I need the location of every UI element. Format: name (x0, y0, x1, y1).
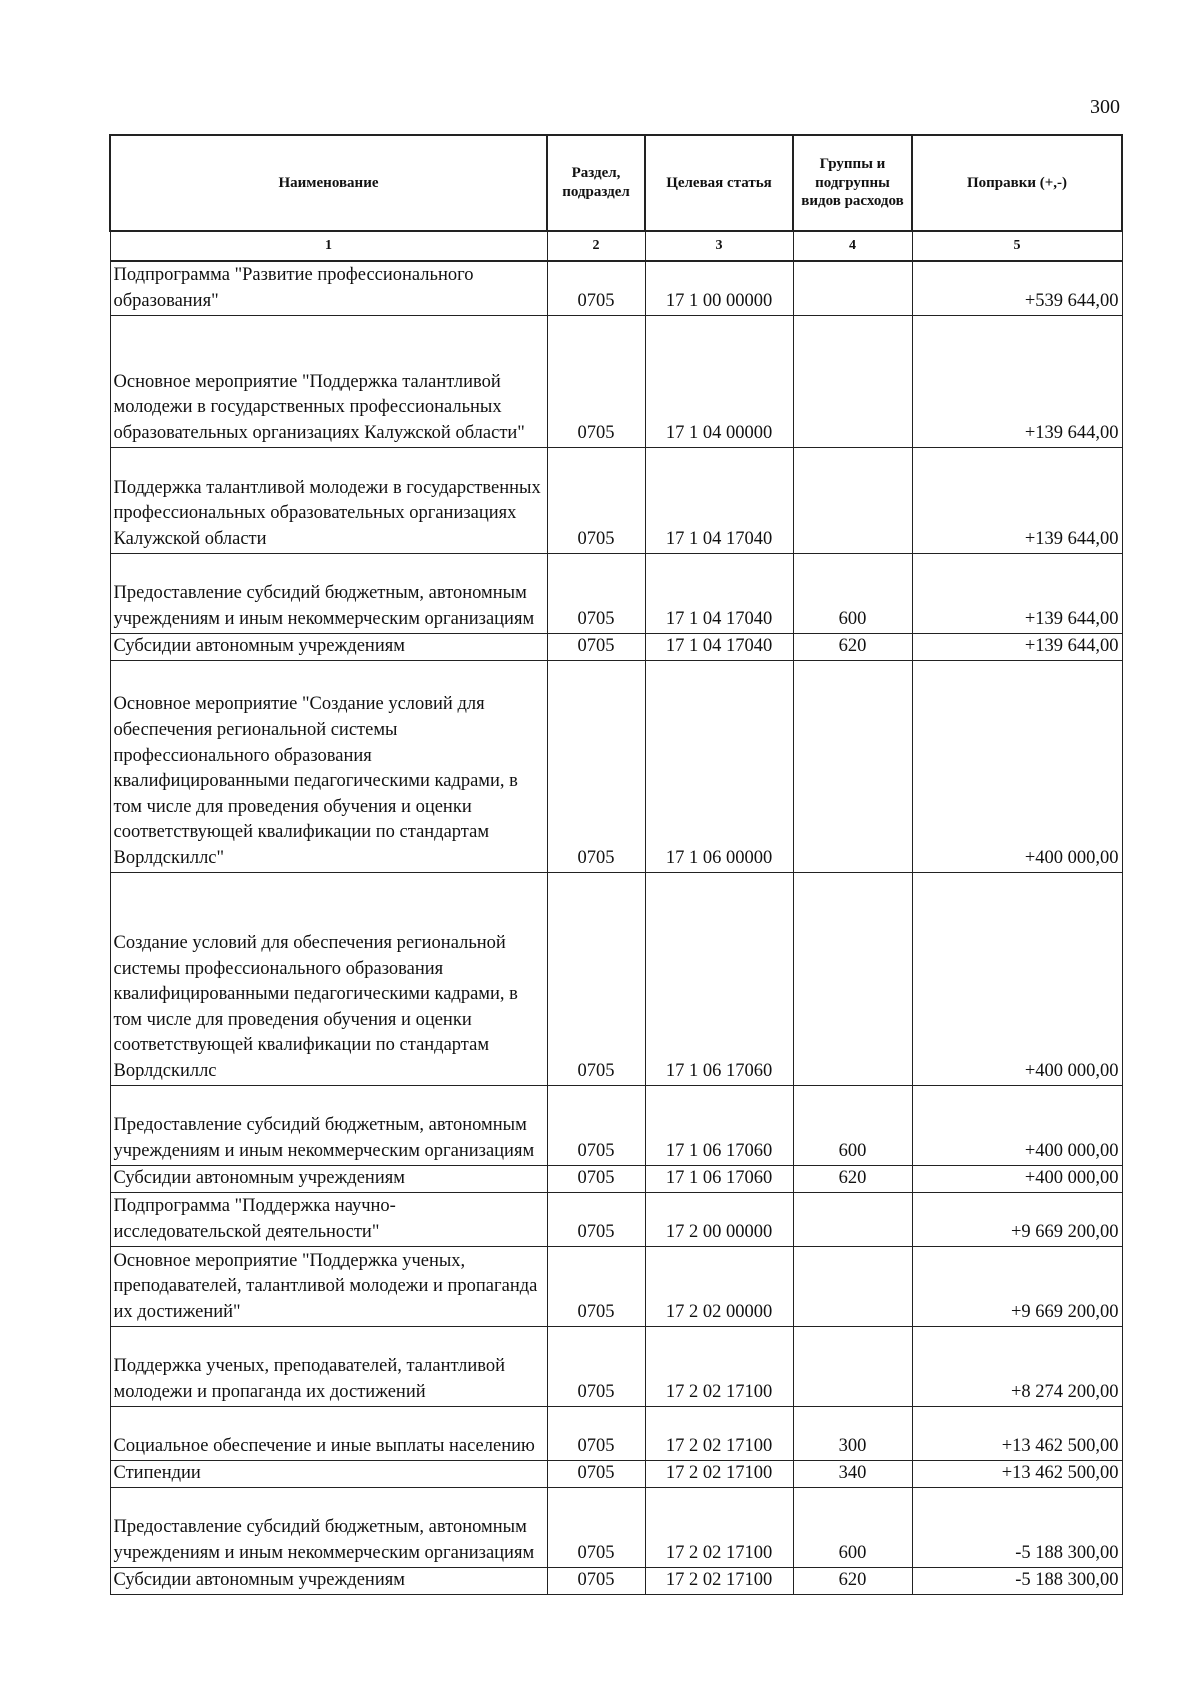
row-section: 0705 (547, 1326, 645, 1406)
row-name: Социальное обеспечение и иные выплаты населению (110, 1406, 547, 1460)
row-name: Создание условий для обеспечения региональной системы профессионального образования квалифицированными педагогическими кадрами, в том числе для проведения обучения и оценки соответствующей квалификации по стандартам Ворлдскиллс (110, 872, 547, 1085)
page-number: 300 (1090, 96, 1120, 118)
row-name: Подпрограмма "Поддержка научно-исследовательской деятельности" (110, 1192, 547, 1246)
column-number: 5 (912, 231, 1122, 261)
table-row (110, 1192, 1122, 1246)
row-amount: +400 000,00 (912, 660, 1122, 872)
row-target: 17 2 02 00000 (645, 1246, 793, 1326)
column-number: 2 (547, 231, 645, 261)
row-amount: +9 669 200,00 (912, 1192, 1122, 1246)
row-target: 17 1 04 17040 (645, 553, 793, 633)
row-amount: +400 000,00 (912, 872, 1122, 1085)
row-section: 0705 (547, 1460, 645, 1487)
row-group: 620 (793, 1567, 912, 1594)
row-name: Основное мероприятие "Создание условий для обеспечения региональной системы профессионального образования квалифицированными педагогическими кадрами, в том числе для проведения обучения и оценки соответствующей квалификации по стандартам Ворлдскиллс" (110, 660, 547, 872)
row-group: 600 (793, 1085, 912, 1165)
table-row (110, 1567, 1122, 1594)
table-row (110, 660, 1122, 872)
row-section: 0705 (547, 447, 645, 553)
row-name: Поддержка талантливой молодежи в государственных профессиональных образовательных организациях Калужской области (110, 447, 547, 553)
table-row (110, 261, 1122, 315)
row-target: 17 1 04 17040 (645, 447, 793, 553)
row-section: 0705 (547, 1406, 645, 1460)
row-group (793, 1246, 912, 1326)
row-name: Основное мероприятие "Поддержка ученых, преподавателей, талантливой молодежи и пропаганда их достижений" (110, 1246, 547, 1326)
row-amount: +8 274 200,00 (912, 1326, 1122, 1406)
row-group: 300 (793, 1406, 912, 1460)
column-number: 3 (645, 231, 793, 261)
row-amount: +400 000,00 (912, 1085, 1122, 1165)
row-section: 0705 (547, 1487, 645, 1567)
row-target: 17 2 02 17100 (645, 1460, 793, 1487)
row-target: 17 2 02 17100 (645, 1326, 793, 1406)
row-section: 0705 (547, 553, 645, 633)
table-row (110, 872, 1122, 1085)
row-name: Предоставление субсидий бюджетным, автономным учреждениям и иным некоммерческим организациям (110, 1487, 547, 1567)
row-group: 620 (793, 633, 912, 660)
table-row (110, 1487, 1122, 1567)
row-amount: +139 644,00 (912, 315, 1122, 447)
table-row (110, 1085, 1122, 1165)
row-section: 0705 (547, 261, 645, 315)
row-target: 17 1 06 17060 (645, 1085, 793, 1165)
table-header-row (110, 135, 1122, 231)
table-row (110, 633, 1122, 660)
row-target: 17 1 00 00000 (645, 261, 793, 315)
row-section: 0705 (547, 1567, 645, 1594)
row-section: 0705 (547, 1165, 645, 1192)
row-target: 17 1 06 00000 (645, 660, 793, 872)
row-amount: +139 644,00 (912, 553, 1122, 633)
row-target: 17 1 06 17060 (645, 1165, 793, 1192)
row-group (793, 1326, 912, 1406)
table-row (110, 1246, 1122, 1326)
row-amount: +13 462 500,00 (912, 1406, 1122, 1460)
row-section: 0705 (547, 1085, 645, 1165)
row-section: 0705 (547, 1246, 645, 1326)
row-group (793, 872, 912, 1085)
row-section: 0705 (547, 872, 645, 1085)
row-group: 620 (793, 1165, 912, 1192)
header-section: Раздел, подраздел (547, 135, 645, 231)
row-name: Предоставление субсидий бюджетным, автономным учреждениям и иным некоммерческим организациям (110, 553, 547, 633)
row-section: 0705 (547, 315, 645, 447)
row-amount: -5 188 300,00 (912, 1487, 1122, 1567)
header-amount: Поправки (+,-) (912, 135, 1122, 231)
row-name: Предоставление субсидий бюджетным, автономным учреждениям и иным некоммерческим организациям (110, 1085, 547, 1165)
row-name: Основное мероприятие "Поддержка талантливой молодежи в государственных профессиональных образовательных организациях Калужской области" (110, 315, 547, 447)
header-name: Наименование (110, 135, 547, 231)
table-row (110, 1406, 1122, 1460)
table-row (110, 553, 1122, 633)
row-target: 17 1 04 17040 (645, 633, 793, 660)
table-row (110, 1326, 1122, 1406)
row-target: 17 2 02 17100 (645, 1567, 793, 1594)
row-target: 17 1 04 00000 (645, 315, 793, 447)
row-amount: +9 669 200,00 (912, 1246, 1122, 1326)
row-section: 0705 (547, 1192, 645, 1246)
row-amount: +13 462 500,00 (912, 1460, 1122, 1487)
row-amount: +139 644,00 (912, 633, 1122, 660)
row-name: Поддержка ученых, преподавателей, талантливой молодежи и пропаганда их достижений (110, 1326, 547, 1406)
row-name: Субсидии автономным учреждениям (110, 633, 547, 660)
row-amount: +400 000,00 (912, 1165, 1122, 1192)
row-group (793, 1192, 912, 1246)
row-group (793, 447, 912, 553)
header-target: Целевая статья (645, 135, 793, 231)
column-number: 1 (110, 231, 547, 261)
row-group (793, 315, 912, 447)
row-target: 17 2 00 00000 (645, 1192, 793, 1246)
row-group (793, 261, 912, 315)
table-row (110, 447, 1122, 553)
row-group (793, 660, 912, 872)
table-row (110, 315, 1122, 447)
row-target: 17 2 02 17100 (645, 1487, 793, 1567)
row-group: 600 (793, 553, 912, 633)
header-groups: Группы и подгрупны видов расходов (793, 135, 912, 231)
row-target: 17 1 06 17060 (645, 872, 793, 1085)
row-amount: +539 644,00 (912, 261, 1122, 315)
column-number: 4 (793, 231, 912, 261)
budget-amendments-table (109, 134, 1123, 1595)
row-name: Субсидии автономным учреждениям (110, 1165, 547, 1192)
row-amount: -5 188 300,00 (912, 1567, 1122, 1594)
row-name: Подпрограмма "Развитие профессионального образования" (110, 261, 547, 315)
column-number-row (110, 231, 1122, 261)
row-group: 340 (793, 1460, 912, 1487)
row-group: 600 (793, 1487, 912, 1567)
row-section: 0705 (547, 660, 645, 872)
row-name: Стипендии (110, 1460, 547, 1487)
row-name: Субсидии автономным учреждениям (110, 1567, 547, 1594)
table-row (110, 1460, 1122, 1487)
row-amount: +139 644,00 (912, 447, 1122, 553)
table-row (110, 1165, 1122, 1192)
row-section: 0705 (547, 633, 645, 660)
row-target: 17 2 02 17100 (645, 1406, 793, 1460)
